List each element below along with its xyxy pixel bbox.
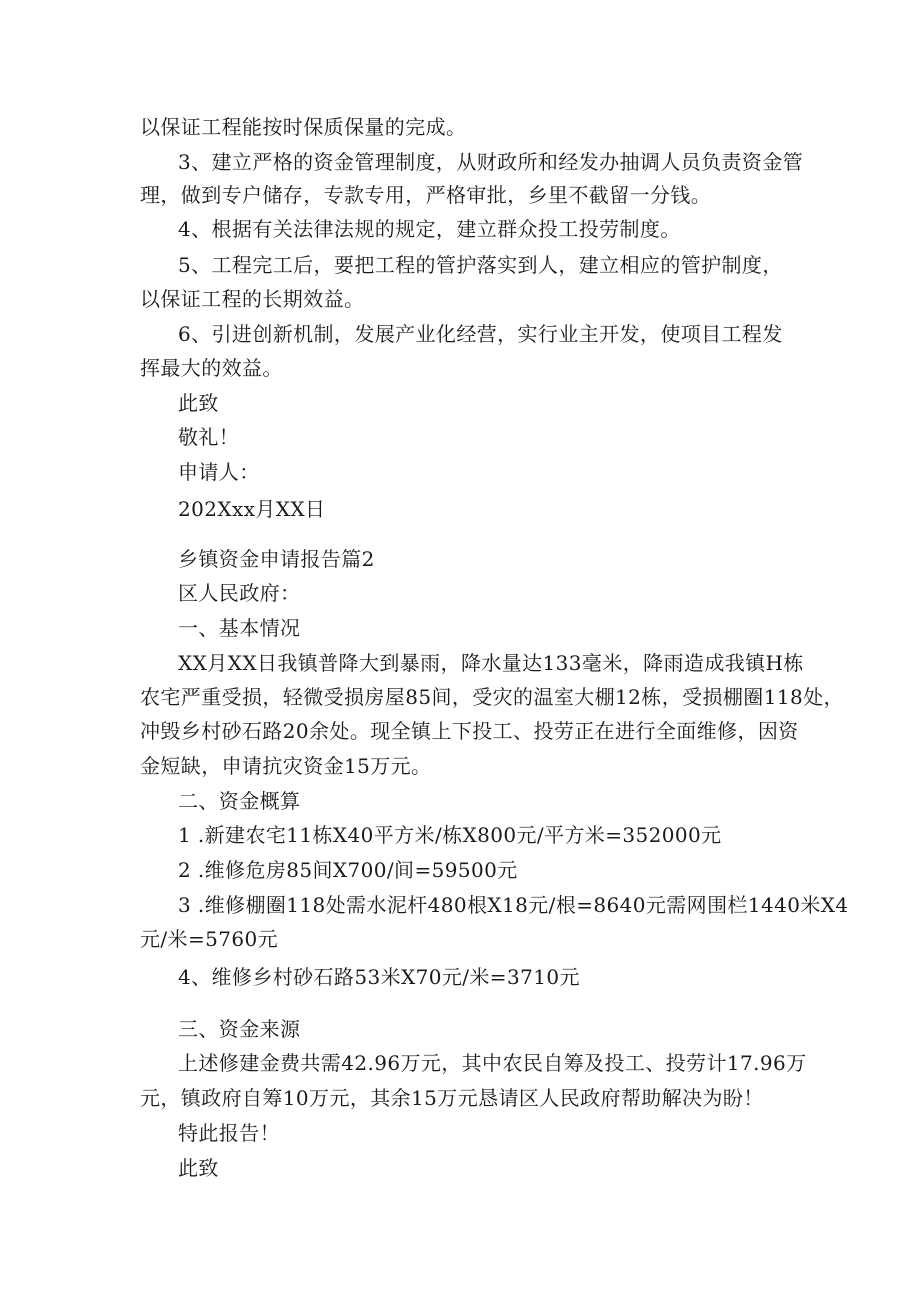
budget-item-cont: 元/米=5760元 <box>140 927 278 951</box>
text-line: 以保证工程的长期效益。 <box>140 287 365 311</box>
budget-item: 4、维修乡村砂石路53米X70元/米=3710元 <box>178 965 580 989</box>
text-line: 理，做到专户储存，专款专用，严格审批，乡里不截留一分钱。 <box>140 183 712 207</box>
report-title: 乡镇资金申请报告篇2 <box>178 547 375 571</box>
closing-cizhi: 此致 <box>178 1156 219 1180</box>
text-line: 5、工程完工后，要把工程的管护落实到人，建立相应的管护制度， <box>178 253 783 277</box>
report-end: 特此报告！ <box>178 1121 280 1145</box>
date-line: 202Xxx月XX日 <box>178 497 326 521</box>
closing-cizhi: 此致 <box>178 391 219 415</box>
addressee: 区人民政府： <box>178 581 301 605</box>
budget-item: 2 .维修危房85间X700/间=59500元 <box>178 858 518 882</box>
text-line: 6、引进创新机制，发展产业化经营，实行业主开发，使项目工程发 <box>178 322 783 346</box>
text-line: 挥最大的效益。 <box>140 356 283 380</box>
section-heading: 一、基本情况 <box>178 616 301 640</box>
text-line: 冲毁乡村砂石路20余处。现全镇上下投工、投劳正在进行全面维修，因资 <box>140 719 799 743</box>
text-line: 以保证工程能按时保质保量的完成。 <box>140 115 467 139</box>
section-heading: 三、资金来源 <box>178 1017 301 1041</box>
text-line: XX月XX日我镇普降大到暴雨，降水量达133毫米，降雨造成我镇H栋 <box>178 651 804 675</box>
text-line: 农宅严重受损，轻微受损房屋85间，受灾的温室大棚12栋，受损棚圈118处， <box>140 685 844 709</box>
text-line: 金短缺，申请抗灾资金15万元。 <box>140 754 432 778</box>
text-line: 上述修建金费共需42.96万元，其中农民自筹及投工、投劳计17.96万 <box>178 1051 807 1075</box>
applicant-label: 申请人： <box>178 460 260 484</box>
text-line: 4、根据有关法律法规的规定，建立群众投工投劳制度。 <box>178 217 681 241</box>
budget-item: 1 .新建农宅11栋X40平方米/栋X800元/平方米=352000元 <box>178 823 722 847</box>
closing-jingli: 敬礼！ <box>178 425 240 449</box>
text-line: 元，镇政府自筹10万元，其余15万元恳请区人民政府帮助解决为盼！ <box>140 1086 764 1110</box>
budget-item: 3 .维修棚圈118处需水泥杆480根X18元/根=8640元需网围栏1440米X4 <box>178 893 849 917</box>
section-heading: 二、资金概算 <box>178 789 301 813</box>
text-line: 3、建立严格的资金管理制度，从财政所和经发办抽调人员负责资金管 <box>178 150 804 174</box>
